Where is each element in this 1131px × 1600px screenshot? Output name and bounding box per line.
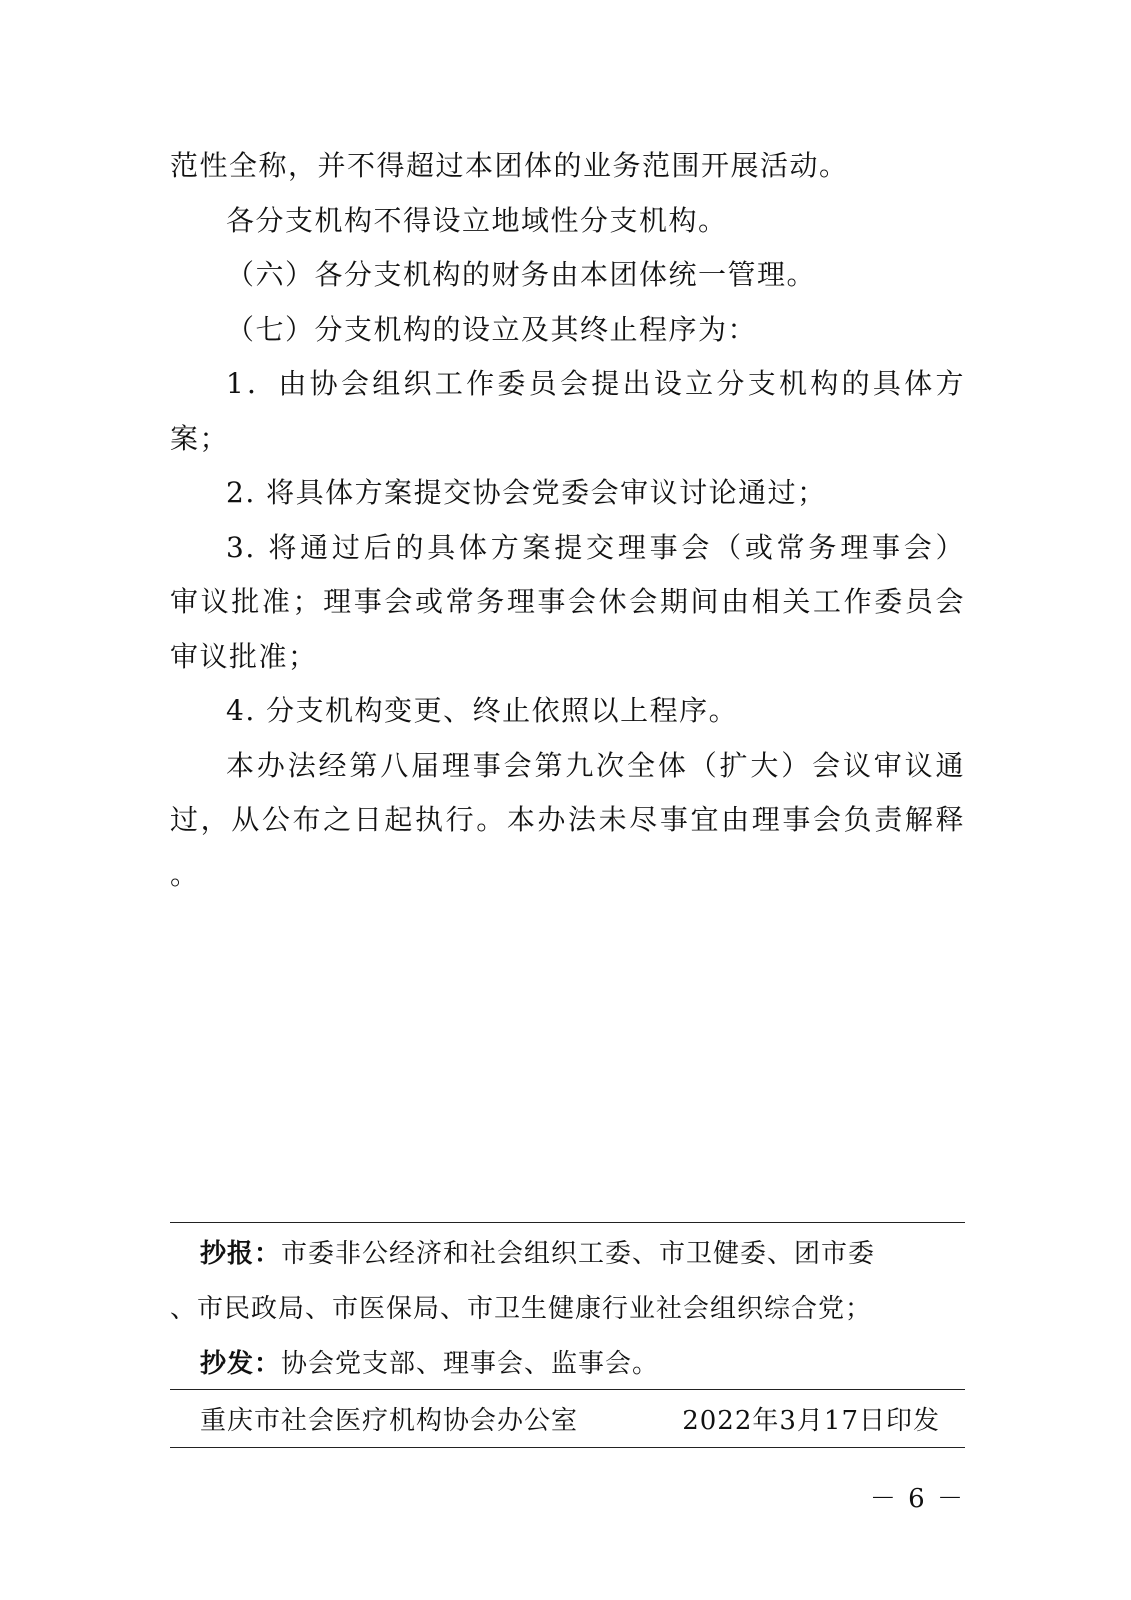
procedure-item-2: 2. 将具体方案提交协会党委会审议讨论通过；	[226, 476, 827, 509]
cc-report-line-continued: 、市民政局、市医保局、市卫生健康行业社会组织综合党；	[170, 1294, 873, 1324]
issuer-name: 重庆市社会医疗机构协会办公室	[200, 1405, 579, 1436]
cc-report-line	[170, 1227, 965, 1282]
section-seven: （七）分支机构的设立及其终止程序为：	[226, 312, 758, 346]
page-number: － 6 －	[869, 1484, 965, 1514]
body-line: 审议批准；	[170, 639, 318, 673]
issuer-row	[200, 1390, 940, 1446]
cc-send-recipients: 协会党支部、理事会、监事会。	[281, 1349, 660, 1379]
cc-send-label: 抄发：	[200, 1349, 282, 1379]
body-text	[170, 139, 965, 902]
cc-send-line	[170, 1337, 965, 1392]
footer-rule-bottom	[170, 1447, 965, 1448]
cc-report-recipients: 市委非公经济和社会组织工委、市卫健委、团市委	[281, 1239, 876, 1269]
body-line: 过，从公布之日起执行。本办法未尽事宜由理事会负责解释	[170, 803, 965, 836]
procedure-item-3: 3. 将通过后的具体方案提交理事会（或常务理事会）	[226, 530, 965, 564]
footer-rule-top	[170, 1222, 965, 1223]
body-line: 。	[170, 857, 200, 891]
cc-report-label: 抄报：	[200, 1239, 282, 1269]
adoption-clause: 本办法经第八届理事会第九次全体（扩大）会议审议通	[226, 748, 965, 782]
issue-date: 2022年3月17日印发	[682, 1405, 940, 1436]
procedure-item-4: 4. 分支机构变更、终止依照以上程序。	[226, 694, 739, 727]
section-six: （六）各分支机构的财务由本团体统一管理。	[226, 258, 817, 291]
body-line: 审议批准；理事会或常务理事会休会期间由相关工作委员会	[170, 585, 965, 618]
body-line: 范性全称，并不得超过本团体的业务范围开展活动。	[170, 149, 849, 182]
distribution-block	[170, 1227, 965, 1392]
body-line: 各分支机构不得设立地域性分支机构。	[226, 203, 728, 237]
procedure-item-1: 1．由协会组织工作委员会提出设立分支机构的具体方	[226, 367, 965, 400]
body-line: 案；	[170, 421, 230, 455]
